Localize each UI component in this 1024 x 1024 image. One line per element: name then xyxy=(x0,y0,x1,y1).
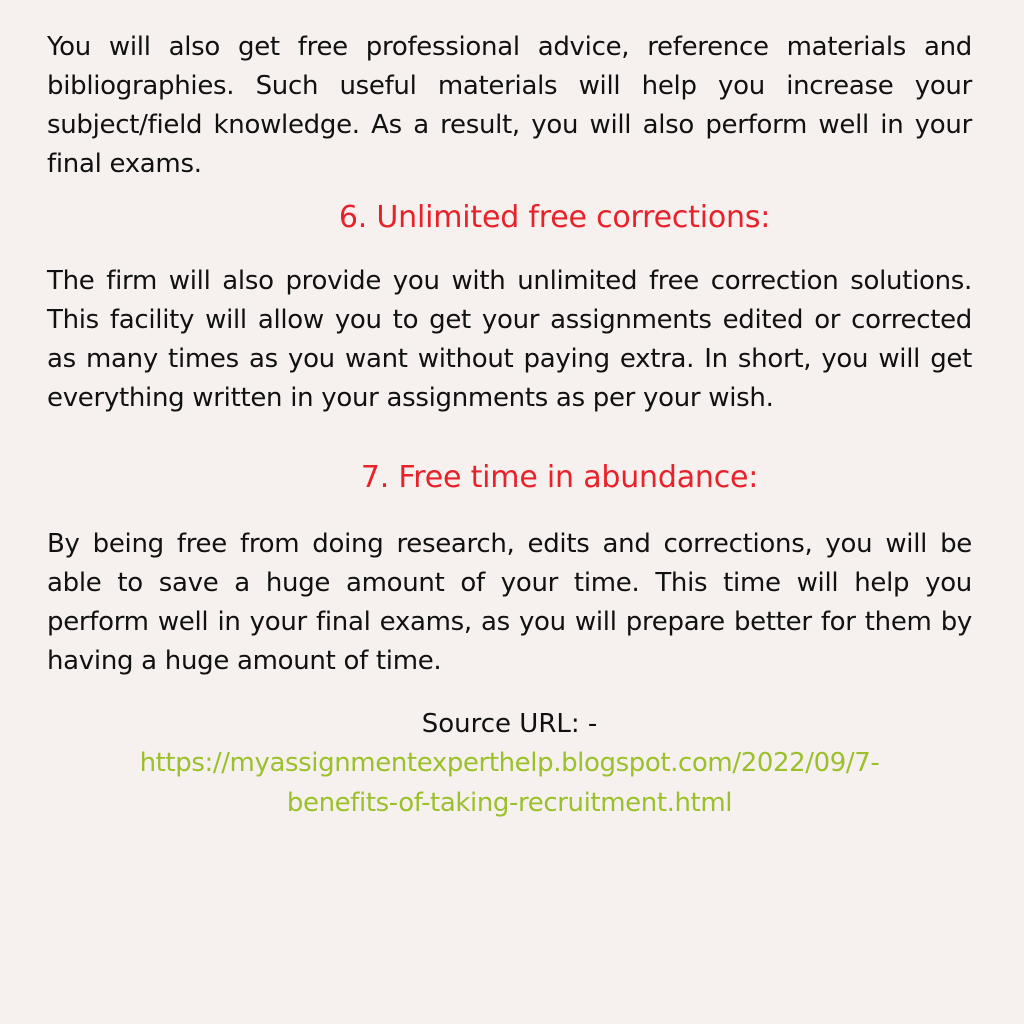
source-url-link[interactable]: https://myassignmentexperthelp.blogspot.com/2022/09/7-benefits-of-taking-recruitment.html xyxy=(139,748,880,818)
corrections-paragraph: The firm will also provide you with unlimited free correction solutions. This facility will allow you to get your assignments edited or corrected as many times as you want without paying extra. In short, you will get everything written in your assignments as per your wish. xyxy=(47,266,972,413)
source-block xyxy=(47,705,972,823)
free-time-paragraph: By being free from doing research, edits and corrections, you will be able to save a huge amount of your time. This time will help you perform well in your final exams, as you will prepare better for them by having a huge amount of time. xyxy=(47,529,972,676)
section-6-heading: 6. Unlimited free corrections: xyxy=(338,200,771,235)
section-7-heading: 7. Free time in abundance: xyxy=(360,460,759,495)
source-label: Source URL: - xyxy=(421,709,598,739)
intro-paragraph: You will also get free professional advice, reference materials and bibliographies. Such useful materials will help you increase your subject/field knowledge. As a result, you will also perform well in your final exams. xyxy=(47,32,972,179)
